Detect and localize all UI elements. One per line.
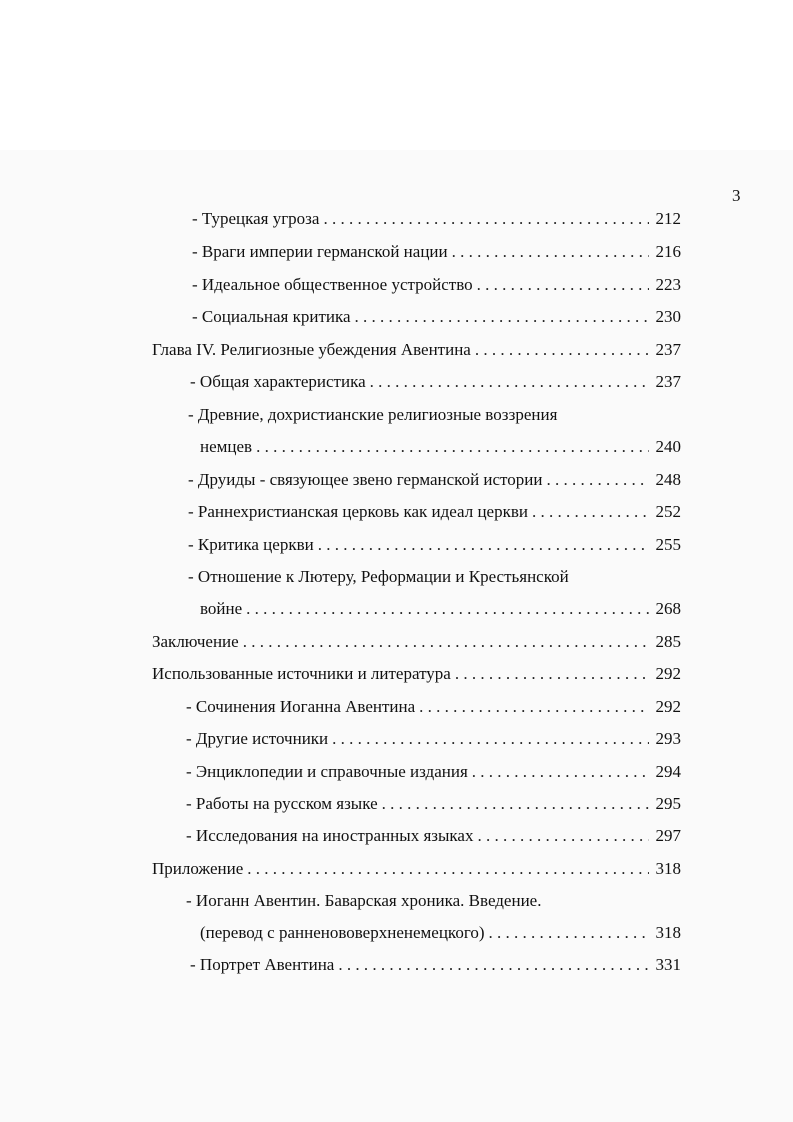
toc-entry <box>200 431 681 463</box>
toc-entry <box>152 334 681 366</box>
toc-entry <box>192 301 681 333</box>
toc-entry-title: - Турецкая угроза <box>192 209 320 228</box>
toc-entry-page: 331 <box>655 955 681 974</box>
toc-entry-title: - Раннехристианская церковь как идеал церкви <box>188 502 528 521</box>
toc-entry <box>188 496 681 528</box>
dot-leader <box>355 301 649 333</box>
dot-leader <box>455 658 649 690</box>
dot-leader <box>477 820 649 852</box>
toc-entry-page: 223 <box>655 275 681 294</box>
toc-entry-page: 237 <box>655 372 681 391</box>
dot-leader <box>243 626 649 658</box>
toc-entry-title: Приложение <box>152 859 244 878</box>
toc-entry <box>200 593 681 625</box>
toc-entry-title: немцев <box>200 437 253 456</box>
dot-leader <box>332 723 649 755</box>
toc-entry <box>186 723 681 755</box>
dot-leader <box>475 334 649 366</box>
dot-leader <box>338 949 649 981</box>
toc-entry-title: - Работы на русском языке <box>186 794 378 813</box>
toc-entry-title: войне <box>200 599 243 618</box>
dot-leader <box>452 236 649 268</box>
toc-entry-title: - Другие источники <box>186 729 329 748</box>
toc-entry-title: - Сочинения Иоганна Авентина <box>186 697 416 716</box>
toc-entry-title: - Отношение к Лютеру, Реформации и Крестьянской <box>188 567 569 586</box>
toc-entry-title: - Энциклопедии и справочные издания <box>186 762 468 781</box>
toc-entry-page: 240 <box>655 437 681 456</box>
toc-entry <box>200 917 681 949</box>
toc-entry-page: 248 <box>655 470 681 489</box>
toc-entry-title: - Портрет Авентина <box>190 955 335 974</box>
toc-entry <box>152 626 681 658</box>
toc-entry-page: 212 <box>655 209 681 228</box>
toc-entry-title: - Исследования на иностранных языках <box>186 826 474 845</box>
toc-entry-title: - Общая характеристика <box>190 372 366 391</box>
dot-leader <box>382 788 649 820</box>
page-number: 3 <box>732 186 741 205</box>
dot-leader <box>489 917 649 949</box>
toc-entry-title: (перевод с ранненововерхненемецкого) <box>200 923 485 942</box>
toc-entry-page: 294 <box>655 762 681 781</box>
toc-entry-title: - Идеальное общественное устройство <box>192 275 473 294</box>
dot-leader <box>256 431 649 463</box>
toc-entry <box>188 464 681 496</box>
toc-entry <box>192 203 681 235</box>
toc-entry-page: 318 <box>655 859 681 878</box>
dot-leader <box>472 756 649 788</box>
toc-entry-page: 293 <box>655 729 681 748</box>
dot-leader <box>246 593 649 625</box>
toc-entry-page: 230 <box>655 307 681 326</box>
toc-entry <box>186 691 681 723</box>
dot-leader <box>323 203 649 235</box>
toc-entry-title: - Друиды - связующее звено германской истории <box>188 470 543 489</box>
toc-entry-page: 318 <box>655 923 681 942</box>
toc-entry <box>190 949 681 981</box>
toc-entry-title: - Иоганн Авентин. Баварская хроника. Введение. <box>186 891 542 910</box>
toc-entry-title: - Враги империи германской нации <box>192 242 448 261</box>
dot-leader <box>318 529 649 561</box>
toc-entry <box>152 658 681 690</box>
toc-entry-page: 285 <box>655 632 681 651</box>
toc-entry-page: 297 <box>655 826 681 845</box>
toc-entry <box>188 399 681 431</box>
dot-leader <box>546 464 649 496</box>
toc-entry <box>186 756 681 788</box>
toc-entry-title: - Критика церкви <box>188 535 314 554</box>
toc-entry <box>186 885 681 917</box>
toc-entry <box>190 366 681 398</box>
toc-entry <box>152 853 681 885</box>
toc-entry-title: - Социальная критика <box>192 307 351 326</box>
toc-entry-page: 216 <box>655 242 681 261</box>
toc-entry-page: 292 <box>655 697 681 716</box>
toc-entry <box>186 820 681 852</box>
toc-entry-title: Глава IV. Религиозные убеждения Авентина <box>152 340 471 359</box>
dot-leader <box>419 691 649 723</box>
toc-entry-page: 268 <box>655 599 681 618</box>
toc-entry <box>188 529 681 561</box>
toc-entry-page: 255 <box>655 535 681 554</box>
dot-leader <box>370 366 649 398</box>
toc-entry <box>186 788 681 820</box>
toc-entry-page: 237 <box>655 340 681 359</box>
toc-entry <box>192 269 681 301</box>
dot-leader <box>477 269 649 301</box>
toc-entry-page: 295 <box>655 794 681 813</box>
toc-entry-title: - Древние, дохристианские религиозные воззрения <box>188 405 558 424</box>
toc-entry-page: 252 <box>655 502 681 521</box>
toc-entry <box>188 561 681 593</box>
toc-entry-title: Заключение <box>152 632 239 651</box>
toc-entry-page: 292 <box>655 664 681 683</box>
toc-entry <box>192 236 681 268</box>
dot-leader <box>532 496 649 528</box>
dot-leader <box>247 853 649 885</box>
toc-entry-title: Использованные источники и литература <box>152 664 451 683</box>
